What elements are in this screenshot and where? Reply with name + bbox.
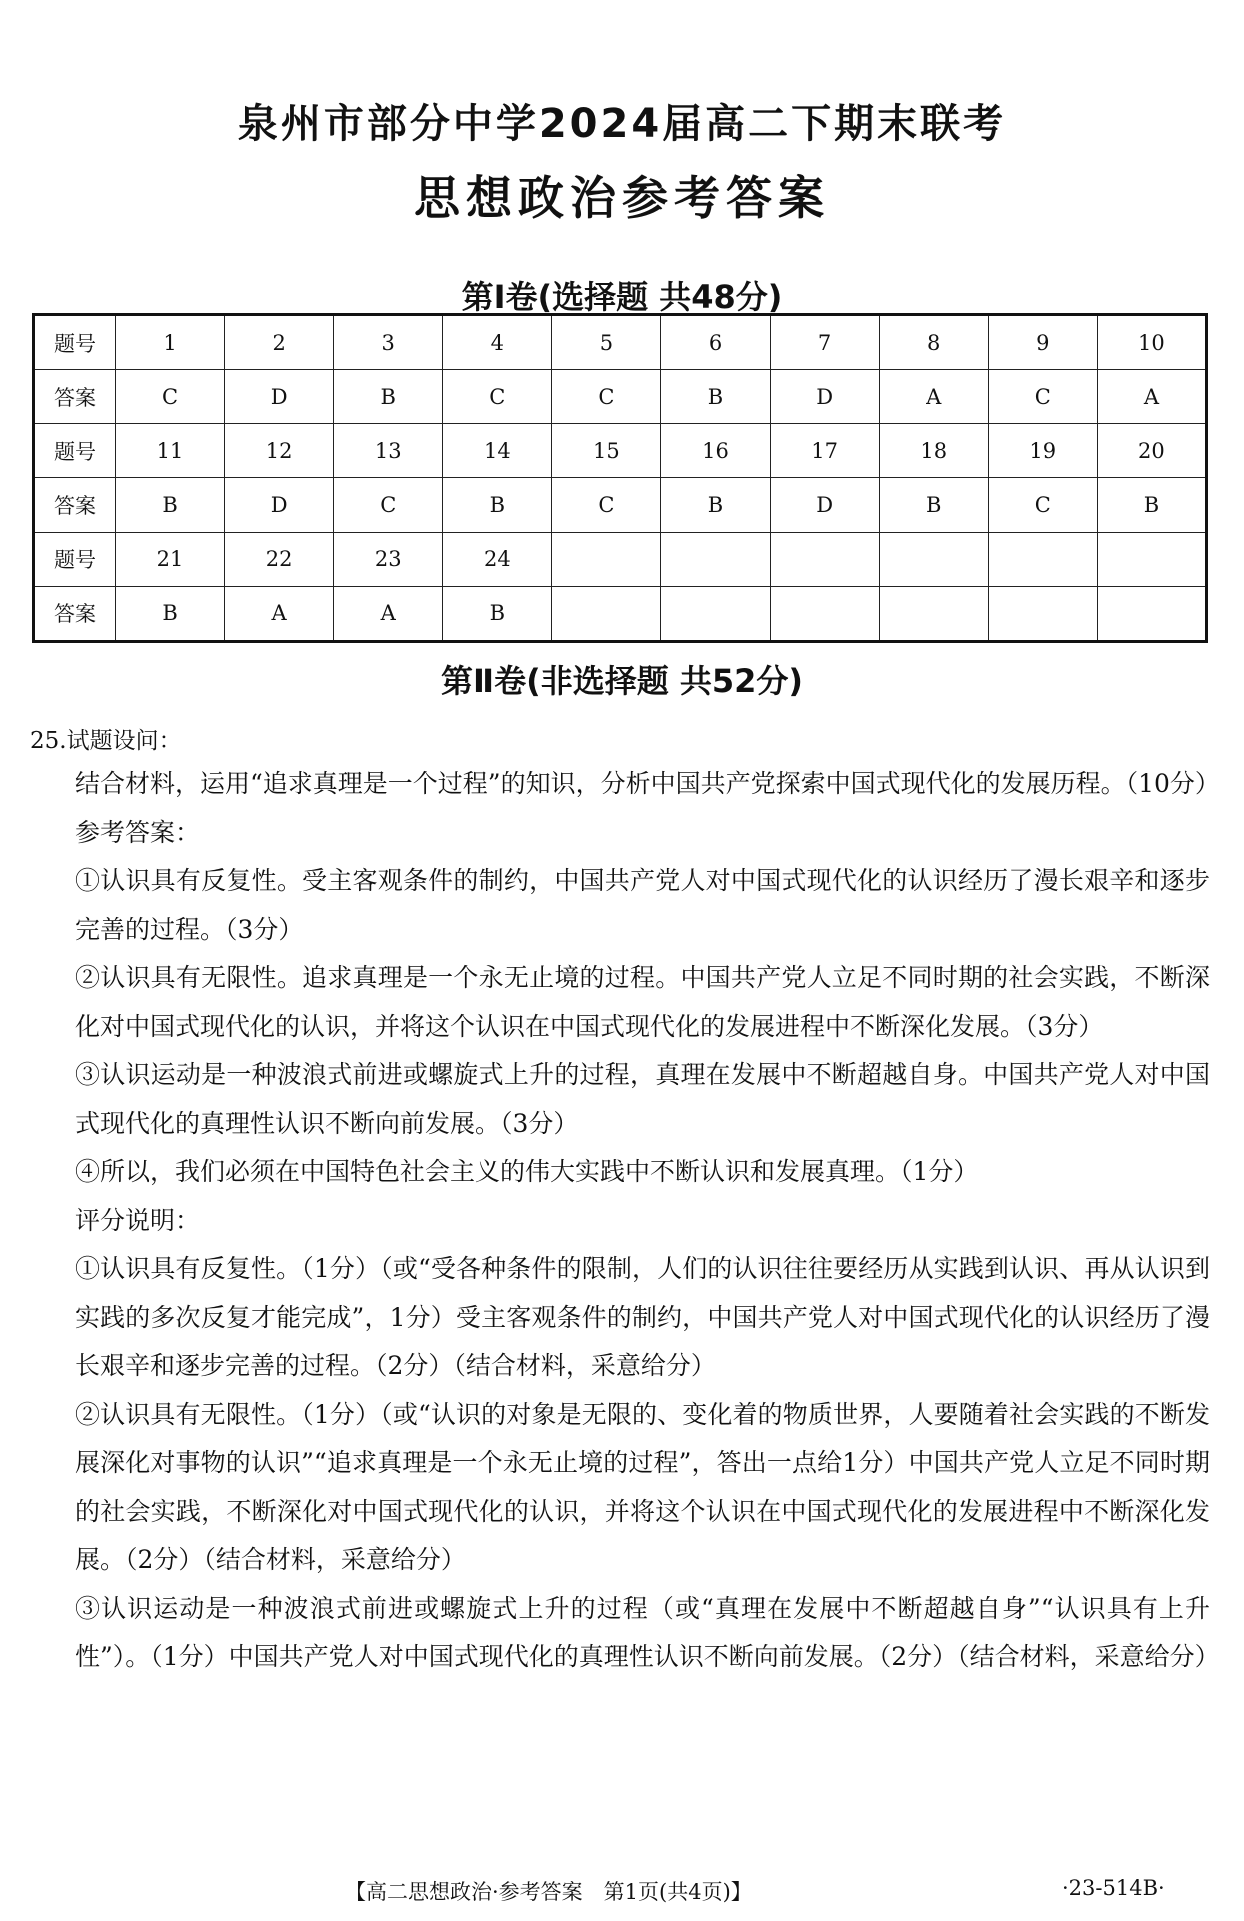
table-cell: 11	[116, 424, 225, 478]
table-cell: B	[661, 370, 770, 424]
table-cell: A	[879, 370, 988, 424]
table-cell: 8	[879, 315, 988, 370]
table-cell: C	[988, 478, 1097, 532]
table-cell	[661, 586, 770, 641]
table-row	[34, 370, 1207, 424]
section1-heading: 第Ⅰ卷(选择题 共48分)	[461, 278, 783, 316]
answer-point-1: ①认识具有反复性。受主客观条件的制约，中国共产党人对中国式现代化的认识经历了漫长艰辛和逐步完善的过程。（3分）	[75, 866, 1210, 944]
document-title: 泉州市部分中学2024届高二下期末联考	[237, 101, 1007, 147]
table-cell: A	[225, 586, 334, 641]
table-cell: 2	[225, 315, 334, 370]
scoring-point-1: ①认识具有反复性。（1分）（或“受各种条件的限制，人们的认识往往要经历从实践到认识、再从认识到实践的多次反复才能完成”，1分）受主客观条件的制约，中国共产党人对中国式现代化的认识经历了漫长艰辛和逐步完善的过程。（2分）（结合材料，采意给分）	[75, 1254, 1210, 1380]
answer-body	[75, 760, 1220, 1682]
question-number: 25.试题设问：	[30, 728, 182, 754]
table-cell: B	[116, 478, 225, 532]
scoring-point-2: ②认识具有无限性。（1分）（或“认识的对象是无限的、变化着的物质世界，人要随着社会实践的不断发展深化对事物的认识”“追求真理是一个永无止境的过程”，答出一点给1分）中国共产党人立足不同时期的社会实践，不断深化对中国式现代化的认识，并将这个认识在中国式现代化的发展进程中不断深化发展。（2分）（结合材料，采意给分）	[75, 1399, 1210, 1574]
table-cell: D	[225, 370, 334, 424]
table-cell	[1097, 532, 1206, 586]
scoring-label: 评分说明：	[75, 1205, 201, 1235]
table-row	[34, 315, 1207, 370]
table-cell: B	[879, 478, 988, 532]
table-cell	[552, 586, 661, 641]
table-cell: 23	[334, 532, 443, 586]
table-cell	[1097, 586, 1206, 641]
footer-code: ·23-514B·	[1062, 1876, 1165, 1900]
table-cell: 18	[879, 424, 988, 478]
table-cell	[988, 586, 1097, 641]
table-cell	[661, 532, 770, 586]
table-cell: 17	[770, 424, 879, 478]
table-cell	[552, 532, 661, 586]
answer-point-3: ③认识运动是一种波浪式前进或螺旋式上升的过程，真理在发展中不断超越自身。中国共产党人对中国式现代化的真理性认识不断向前发展。（3分）	[75, 1060, 1210, 1138]
table-cell	[879, 532, 988, 586]
table-cell	[770, 586, 879, 641]
row-header-cell: 题号	[34, 424, 116, 478]
table-cell: 3	[334, 315, 443, 370]
table-cell: B	[443, 478, 552, 532]
table-cell: B	[661, 478, 770, 532]
table-cell: B	[116, 586, 225, 641]
answer-table	[32, 313, 1208, 643]
table-row	[34, 478, 1207, 532]
table-cell: C	[552, 370, 661, 424]
table-cell: D	[770, 370, 879, 424]
row-header-cell: 答案	[34, 478, 116, 532]
table-cell: 10	[1097, 315, 1206, 370]
table-cell: C	[116, 370, 225, 424]
table-cell: 19	[988, 424, 1097, 478]
table-cell: A	[1097, 370, 1206, 424]
table-cell: B	[1097, 478, 1206, 532]
row-header-cell: 题号	[34, 315, 116, 370]
table-cell: 21	[116, 532, 225, 586]
table-cell: D	[225, 478, 334, 532]
table-cell: 5	[552, 315, 661, 370]
question-prompt: 结合材料，运用“追求真理是一个过程”的知识，分析中国共产党探索中国式现代化的发展历程。（10分）	[75, 769, 1220, 798]
table-cell: 4	[443, 315, 552, 370]
table-cell: 9	[988, 315, 1097, 370]
table-row	[34, 424, 1207, 478]
table-cell: B	[443, 586, 552, 641]
table-cell: 22	[225, 532, 334, 586]
row-header-cell: 题号	[34, 532, 116, 586]
table-cell: 13	[334, 424, 443, 478]
footer-page-info: 【高二思想政治·参考答案 第1页(共4页)】	[345, 1880, 752, 1904]
table-cell: 7	[770, 315, 879, 370]
table-cell	[879, 586, 988, 641]
answer-point-4: ④所以，我们必须在中国特色社会主义的伟大实践中不断认识和发展真理。（1分）	[75, 1157, 979, 1186]
table-cell: B	[334, 370, 443, 424]
table-row	[34, 586, 1207, 641]
table-cell: C	[334, 478, 443, 532]
table-cell: 12	[225, 424, 334, 478]
reference-answer-label: 参考答案：	[75, 817, 201, 847]
table-cell: 20	[1097, 424, 1206, 478]
answer-point-2: ②认识具有无限性。追求真理是一个永无止境的过程。中国共产党人立足不同时期的社会实践，不断深化对中国式现代化的认识，并将这个认识在中国式现代化的发展进程中不断深化发展。（3分）	[75, 963, 1210, 1041]
table-cell: 16	[661, 424, 770, 478]
table-cell: 6	[661, 315, 770, 370]
table-cell: 24	[443, 532, 552, 586]
table-cell	[770, 532, 879, 586]
row-header-cell: 答案	[34, 370, 116, 424]
section2-heading: 第Ⅱ卷(非选择题 共52分)	[440, 662, 803, 700]
table-cell: C	[988, 370, 1097, 424]
table-row	[34, 532, 1207, 586]
table-cell: 1	[116, 315, 225, 370]
document-subtitle: 思想政治参考答案	[414, 171, 830, 225]
table-cell	[988, 532, 1097, 586]
table-cell: C	[443, 370, 552, 424]
table-cell: D	[770, 478, 879, 532]
table-cell: C	[552, 478, 661, 532]
table-cell: 14	[443, 424, 552, 478]
scoring-point-3: ③认识运动是一种波浪式前进或螺旋式上升的过程（或“真理在发展中不断超越自身”“认识具有上升性”）。（1分）中国共产党人对中国式现代化的真理性认识不断向前发展。（2分）（结合材料，采意给分）	[75, 1593, 1220, 1671]
table-cell: 15	[552, 424, 661, 478]
row-header-cell: 答案	[34, 586, 116, 641]
table-cell: A	[334, 586, 443, 641]
